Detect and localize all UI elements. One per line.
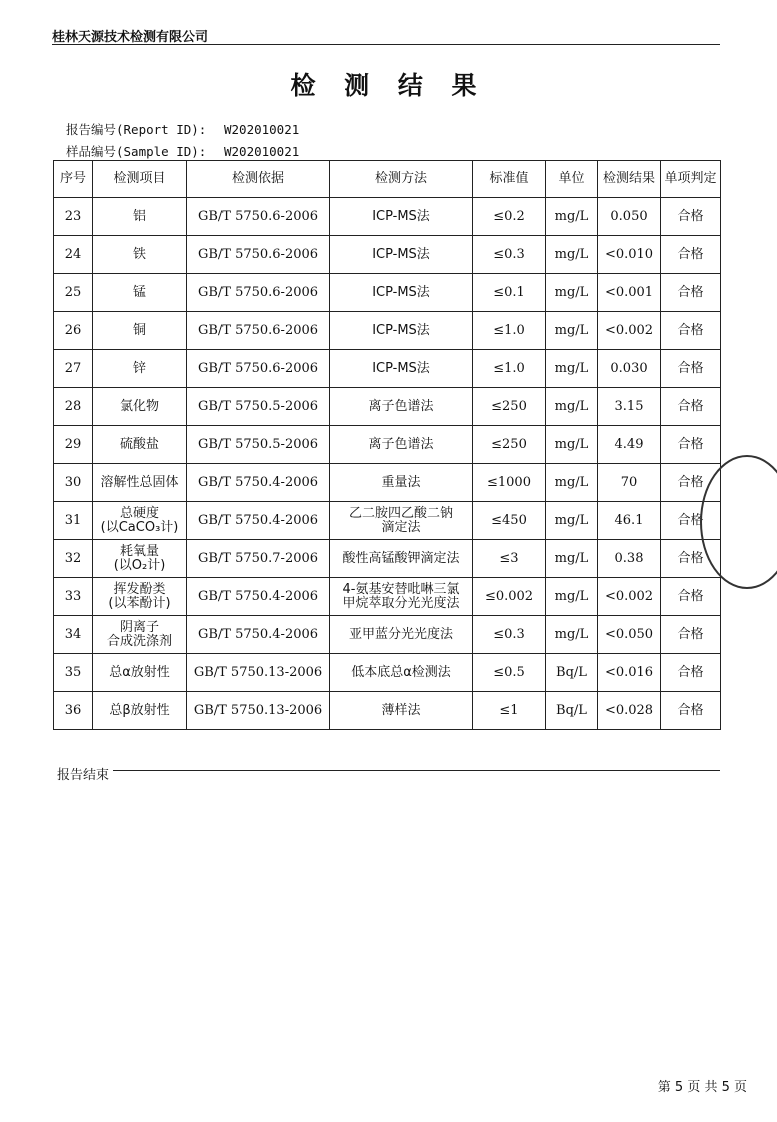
cell-item: 铁 bbox=[93, 236, 187, 274]
cell-basis: GB/T 5750.5-2006 bbox=[187, 426, 330, 464]
cell-unit: mg/L bbox=[546, 502, 598, 540]
cell-verdict: 合格 bbox=[661, 198, 721, 236]
cell-item: 溶解性总固体 bbox=[93, 464, 187, 502]
table-row bbox=[54, 616, 721, 654]
cell-basis: GB/T 5750.13-2006 bbox=[187, 654, 330, 692]
end-divider bbox=[112, 770, 720, 771]
cell-no: 28 bbox=[54, 388, 93, 426]
cell-no: 35 bbox=[54, 654, 93, 692]
cell-standard: ≤1000 bbox=[473, 464, 546, 502]
cell-no: 29 bbox=[54, 426, 93, 464]
cell-no: 33 bbox=[54, 578, 93, 616]
cell-standard: ≤0.5 bbox=[473, 654, 546, 692]
cell-item: 铜 bbox=[93, 312, 187, 350]
cell-basis: GB/T 5750.4-2006 bbox=[187, 578, 330, 616]
cell-verdict: 合格 bbox=[661, 654, 721, 692]
cell-item: 锰 bbox=[93, 274, 187, 312]
cell-standard: ≤1 bbox=[473, 692, 546, 730]
cell-verdict: 合格 bbox=[661, 502, 721, 540]
cell-result: <0.010 bbox=[598, 236, 661, 274]
cell-unit: mg/L bbox=[546, 198, 598, 236]
cell-verdict: 合格 bbox=[661, 312, 721, 350]
cell-unit: mg/L bbox=[546, 616, 598, 654]
cell-basis: GB/T 5750.4-2006 bbox=[187, 502, 330, 540]
cell-basis: GB/T 5750.4-2006 bbox=[187, 464, 330, 502]
cell-item: 挥发酚类 (以苯酚计) bbox=[93, 578, 187, 616]
cell-standard: ≤250 bbox=[473, 388, 546, 426]
results-table bbox=[53, 160, 721, 730]
cell-method: 4-氨基安替吡啉三氯 甲烷萃取分光光度法 bbox=[330, 578, 473, 616]
cell-result: 70 bbox=[598, 464, 661, 502]
cell-verdict: 合格 bbox=[661, 464, 721, 502]
cell-verdict: 合格 bbox=[661, 236, 721, 274]
cell-basis: GB/T 5750.13-2006 bbox=[187, 692, 330, 730]
cell-standard: ≤0.2 bbox=[473, 198, 546, 236]
cell-method: ICP-MS法 bbox=[330, 350, 473, 388]
header-item: 检测项目 bbox=[93, 161, 187, 198]
cell-basis: GB/T 5750.6-2006 bbox=[187, 350, 330, 388]
cell-basis: GB/T 5750.7-2006 bbox=[187, 540, 330, 578]
cell-basis: GB/T 5750.4-2006 bbox=[187, 616, 330, 654]
table-row bbox=[54, 350, 721, 388]
company-name: 桂林天源技术检测有限公司 bbox=[52, 30, 209, 45]
report-id-label: 报告编号(Report ID): bbox=[66, 122, 207, 137]
cell-result: 3.15 bbox=[598, 388, 661, 426]
header-no: 序号 bbox=[54, 161, 93, 198]
cell-item: 耗氧量 (以O₂计) bbox=[93, 540, 187, 578]
cell-method: ICP-MS法 bbox=[330, 274, 473, 312]
cell-no: 24 bbox=[54, 236, 93, 274]
table-row bbox=[54, 312, 721, 350]
cell-result: <0.002 bbox=[598, 578, 661, 616]
cell-method: ICP-MS法 bbox=[330, 236, 473, 274]
report-id-value: W202010021 bbox=[224, 122, 300, 137]
cell-standard: ≤0.1 bbox=[473, 274, 546, 312]
cell-verdict: 合格 bbox=[661, 350, 721, 388]
page-number: 第 5 页 共 5 页 bbox=[657, 1080, 747, 1095]
page-title: 检 测 结 果 bbox=[290, 71, 487, 100]
cell-unit: mg/L bbox=[546, 578, 598, 616]
cell-method: 酸性高锰酸钾滴定法 bbox=[330, 540, 473, 578]
cell-standard: ≤0.002 bbox=[473, 578, 546, 616]
cell-item: 总β放射性 bbox=[93, 692, 187, 730]
table-row bbox=[54, 502, 721, 540]
cell-no: 23 bbox=[54, 198, 93, 236]
cell-no: 26 bbox=[54, 312, 93, 350]
table-row bbox=[54, 388, 721, 426]
cell-unit: Bq/L bbox=[546, 692, 598, 730]
table-row bbox=[54, 274, 721, 312]
cell-verdict: 合格 bbox=[661, 578, 721, 616]
cell-method: 离子色谱法 bbox=[330, 388, 473, 426]
cell-result: 0.030 bbox=[598, 350, 661, 388]
cell-result: 0.050 bbox=[598, 198, 661, 236]
cell-verdict: 合格 bbox=[661, 388, 721, 426]
cell-basis: GB/T 5750.6-2006 bbox=[187, 236, 330, 274]
table-row bbox=[54, 198, 721, 236]
cell-result: <0.050 bbox=[598, 616, 661, 654]
cell-unit: mg/L bbox=[546, 312, 598, 350]
cell-standard: ≤1.0 bbox=[473, 350, 546, 388]
cell-no: 36 bbox=[54, 692, 93, 730]
cell-unit: mg/L bbox=[546, 540, 598, 578]
cell-unit: Bq/L bbox=[546, 654, 598, 692]
cell-result: 4.49 bbox=[598, 426, 661, 464]
cell-verdict: 合格 bbox=[661, 540, 721, 578]
sample-id-line bbox=[66, 142, 299, 160]
table-row bbox=[54, 236, 721, 274]
header-basis: 检测依据 bbox=[187, 161, 330, 198]
table-row bbox=[54, 578, 721, 616]
cell-method: ICP-MS法 bbox=[330, 312, 473, 350]
cell-method: ICP-MS法 bbox=[330, 198, 473, 236]
cell-standard: ≤1.0 bbox=[473, 312, 546, 350]
cell-unit: mg/L bbox=[546, 464, 598, 502]
cell-unit: mg/L bbox=[546, 426, 598, 464]
cell-verdict: 合格 bbox=[661, 274, 721, 312]
table-row bbox=[54, 692, 721, 730]
cell-standard: ≤450 bbox=[473, 502, 546, 540]
cell-method: 离子色谱法 bbox=[330, 426, 473, 464]
cell-basis: GB/T 5750.6-2006 bbox=[187, 198, 330, 236]
report-end-label: 报告结束 bbox=[57, 764, 113, 783]
cell-method: 亚甲蓝分光光度法 bbox=[330, 616, 473, 654]
cell-basis: GB/T 5750.6-2006 bbox=[187, 274, 330, 312]
cell-verdict: 合格 bbox=[661, 692, 721, 730]
cell-method: 低本底总α检测法 bbox=[330, 654, 473, 692]
cell-standard: ≤250 bbox=[473, 426, 546, 464]
header-result: 检测结果 bbox=[598, 161, 661, 198]
cell-verdict: 合格 bbox=[661, 426, 721, 464]
cell-item: 铝 bbox=[93, 198, 187, 236]
cell-no: 32 bbox=[54, 540, 93, 578]
cell-no: 34 bbox=[54, 616, 93, 654]
cell-method: 重量法 bbox=[330, 464, 473, 502]
cell-unit: mg/L bbox=[546, 350, 598, 388]
cell-unit: mg/L bbox=[546, 274, 598, 312]
header-divider bbox=[52, 44, 720, 45]
cell-standard: ≤0.3 bbox=[473, 616, 546, 654]
cell-basis: GB/T 5750.5-2006 bbox=[187, 388, 330, 426]
cell-method: 乙二胺四乙酸二钠 滴定法 bbox=[330, 502, 473, 540]
cell-item: 氯化物 bbox=[93, 388, 187, 426]
cell-item: 总α放射性 bbox=[93, 654, 187, 692]
table-row bbox=[54, 540, 721, 578]
table-row bbox=[54, 464, 721, 502]
cell-no: 27 bbox=[54, 350, 93, 388]
cell-result: 46.1 bbox=[598, 502, 661, 540]
cell-no: 31 bbox=[54, 502, 93, 540]
sample-id-value: W202010021 bbox=[224, 144, 300, 159]
header-unit: 单位 bbox=[546, 161, 598, 198]
cell-result: 0.38 bbox=[598, 540, 661, 578]
cell-result: <0.001 bbox=[598, 274, 661, 312]
header-standard: 标准值 bbox=[473, 161, 546, 198]
cell-unit: mg/L bbox=[546, 236, 598, 274]
cell-item: 总硬度 (以CaCO₃计) bbox=[93, 502, 187, 540]
table-row bbox=[54, 654, 721, 692]
cell-unit: mg/L bbox=[546, 388, 598, 426]
cell-result: <0.002 bbox=[598, 312, 661, 350]
cell-no: 30 bbox=[54, 464, 93, 502]
report-id-line bbox=[66, 120, 299, 138]
cell-basis: GB/T 5750.6-2006 bbox=[187, 312, 330, 350]
table-header-row bbox=[54, 161, 721, 198]
cell-item: 硫酸盐 bbox=[93, 426, 187, 464]
table-row bbox=[54, 426, 721, 464]
header-verdict: 单项判定 bbox=[661, 161, 721, 198]
cell-item: 锌 bbox=[93, 350, 187, 388]
cell-item: 阴离子 合成洗涤剂 bbox=[93, 616, 187, 654]
sample-id-label: 样品编号(Sample ID): bbox=[66, 144, 207, 159]
cell-no: 25 bbox=[54, 274, 93, 312]
cell-verdict: 合格 bbox=[661, 616, 721, 654]
cell-result: <0.028 bbox=[598, 692, 661, 730]
header-method: 检测方法 bbox=[330, 161, 473, 198]
cell-result: <0.016 bbox=[598, 654, 661, 692]
cell-standard: ≤3 bbox=[473, 540, 546, 578]
cell-method: 薄样法 bbox=[330, 692, 473, 730]
cell-standard: ≤0.3 bbox=[473, 236, 546, 274]
